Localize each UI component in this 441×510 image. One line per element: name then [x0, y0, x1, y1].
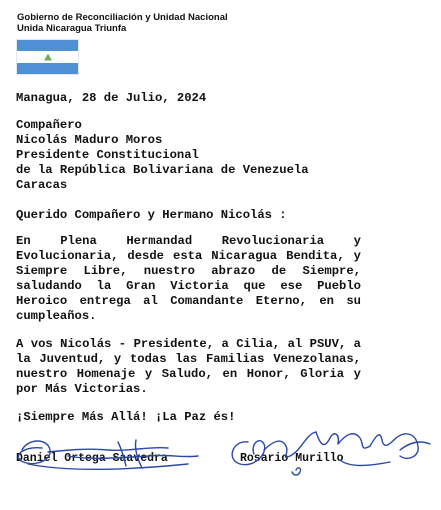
date-line: Managua, 28 de Julio, 2024	[16, 91, 207, 105]
paragraph-1: En Plena Hermandad Revolucionaria y Evolucionaria, desde esta Nicaragua Bendita, y Siempre Libre, nuestro abrazo de Siempre, saludando la Gran Victoria que ese Pueblo Heroico entrega al Comandante Eterno, en su cumpleaños.	[16, 234, 361, 323]
letterhead-line-2: Unida Nicaragua Triunfa	[17, 23, 127, 34]
addressee-line: Compañero	[16, 118, 82, 132]
addressee-line: Nicolás Maduro Moros	[16, 133, 163, 147]
salutation: Querido Compañero y Hermano Nicolás :	[16, 208, 287, 222]
signatory-name-first: Daniel Ortega Saavedra	[16, 452, 168, 465]
closing-line: ¡Siempre Más Allá! ¡La Paz és!	[16, 410, 236, 424]
signatory-name-second: Rosario Murillo	[240, 452, 344, 465]
addressee-line: Presidente Constitucional	[16, 148, 199, 162]
addressee-block	[16, 118, 361, 193]
nicaragua-flag-icon	[16, 39, 79, 75]
letterhead	[17, 12, 228, 34]
letterhead-line-1: Gobierno de Reconciliación y Unidad Nacional	[17, 12, 228, 23]
paragraph-2: A vos Nicolás - Presidente, a Cilia, al PSUV, a la Juventud, y todas las Familias Venezolanas, nuestro Homenaje y Saludo, en Honor, Gloria y por Más Victorias.	[16, 337, 361, 396]
addressee-line: Caracas	[16, 178, 68, 192]
addressee-line: de la República Bolivariana de Venezuela	[16, 163, 309, 177]
